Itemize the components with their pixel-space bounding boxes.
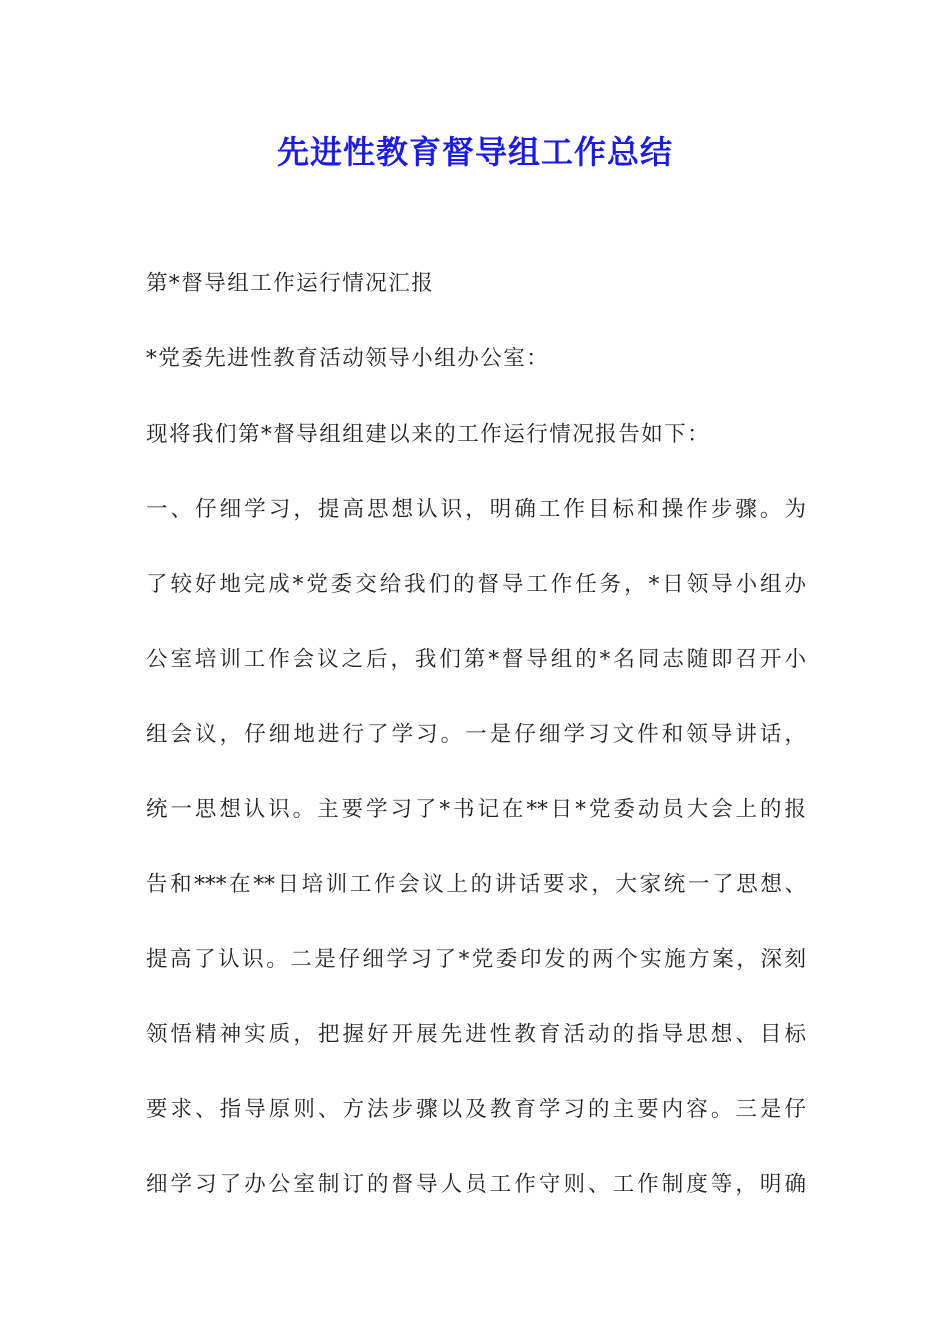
body-line: 公室培训工作会议之后，我们第*督导组的*名同志随即召开小 bbox=[146, 647, 806, 672]
document-title: 先进性教育督导组工作总结 bbox=[276, 133, 673, 171]
body-line: 一、仔细学习，提高思想认识，明确工作目标和操作步骤。为 bbox=[146, 497, 806, 522]
body-line: 要求、指导原则、方法步骤以及教育学习的主要内容。三是仔 bbox=[146, 1097, 806, 1122]
body-line: 了较好地完成*党委交给我们的督导工作任务，*日领导小组办 bbox=[146, 572, 806, 597]
intro-line: 现将我们第*督导组组建以来的工作运行情况报告如下： bbox=[146, 422, 711, 447]
body-line: 组会议，仔细地进行了学习。一是仔细学习文件和领导讲话， bbox=[146, 722, 806, 747]
body-line: 领悟精神实质，把握好开展先进性教育活动的指导思想、目标 bbox=[146, 1022, 806, 1047]
body-line: 提高了认识。二是仔细学习了*党委印发的两个实施方案，深刻 bbox=[146, 947, 806, 972]
report-heading: 第*督导组工作运行情况汇报 bbox=[146, 271, 435, 296]
body-line: 细学习了办公室制订的督导人员工作守则、工作制度等，明确 bbox=[146, 1172, 806, 1197]
body-line: 统一思想认识。主要学习了*书记在**日*党委动员大会上的报 bbox=[146, 797, 806, 822]
body-line: 告和***在**日培训工作会议上的讲话要求，大家统一了思想、 bbox=[146, 872, 806, 897]
addressee-line: *党委先进性教育活动领导小组办公室： bbox=[146, 346, 550, 371]
